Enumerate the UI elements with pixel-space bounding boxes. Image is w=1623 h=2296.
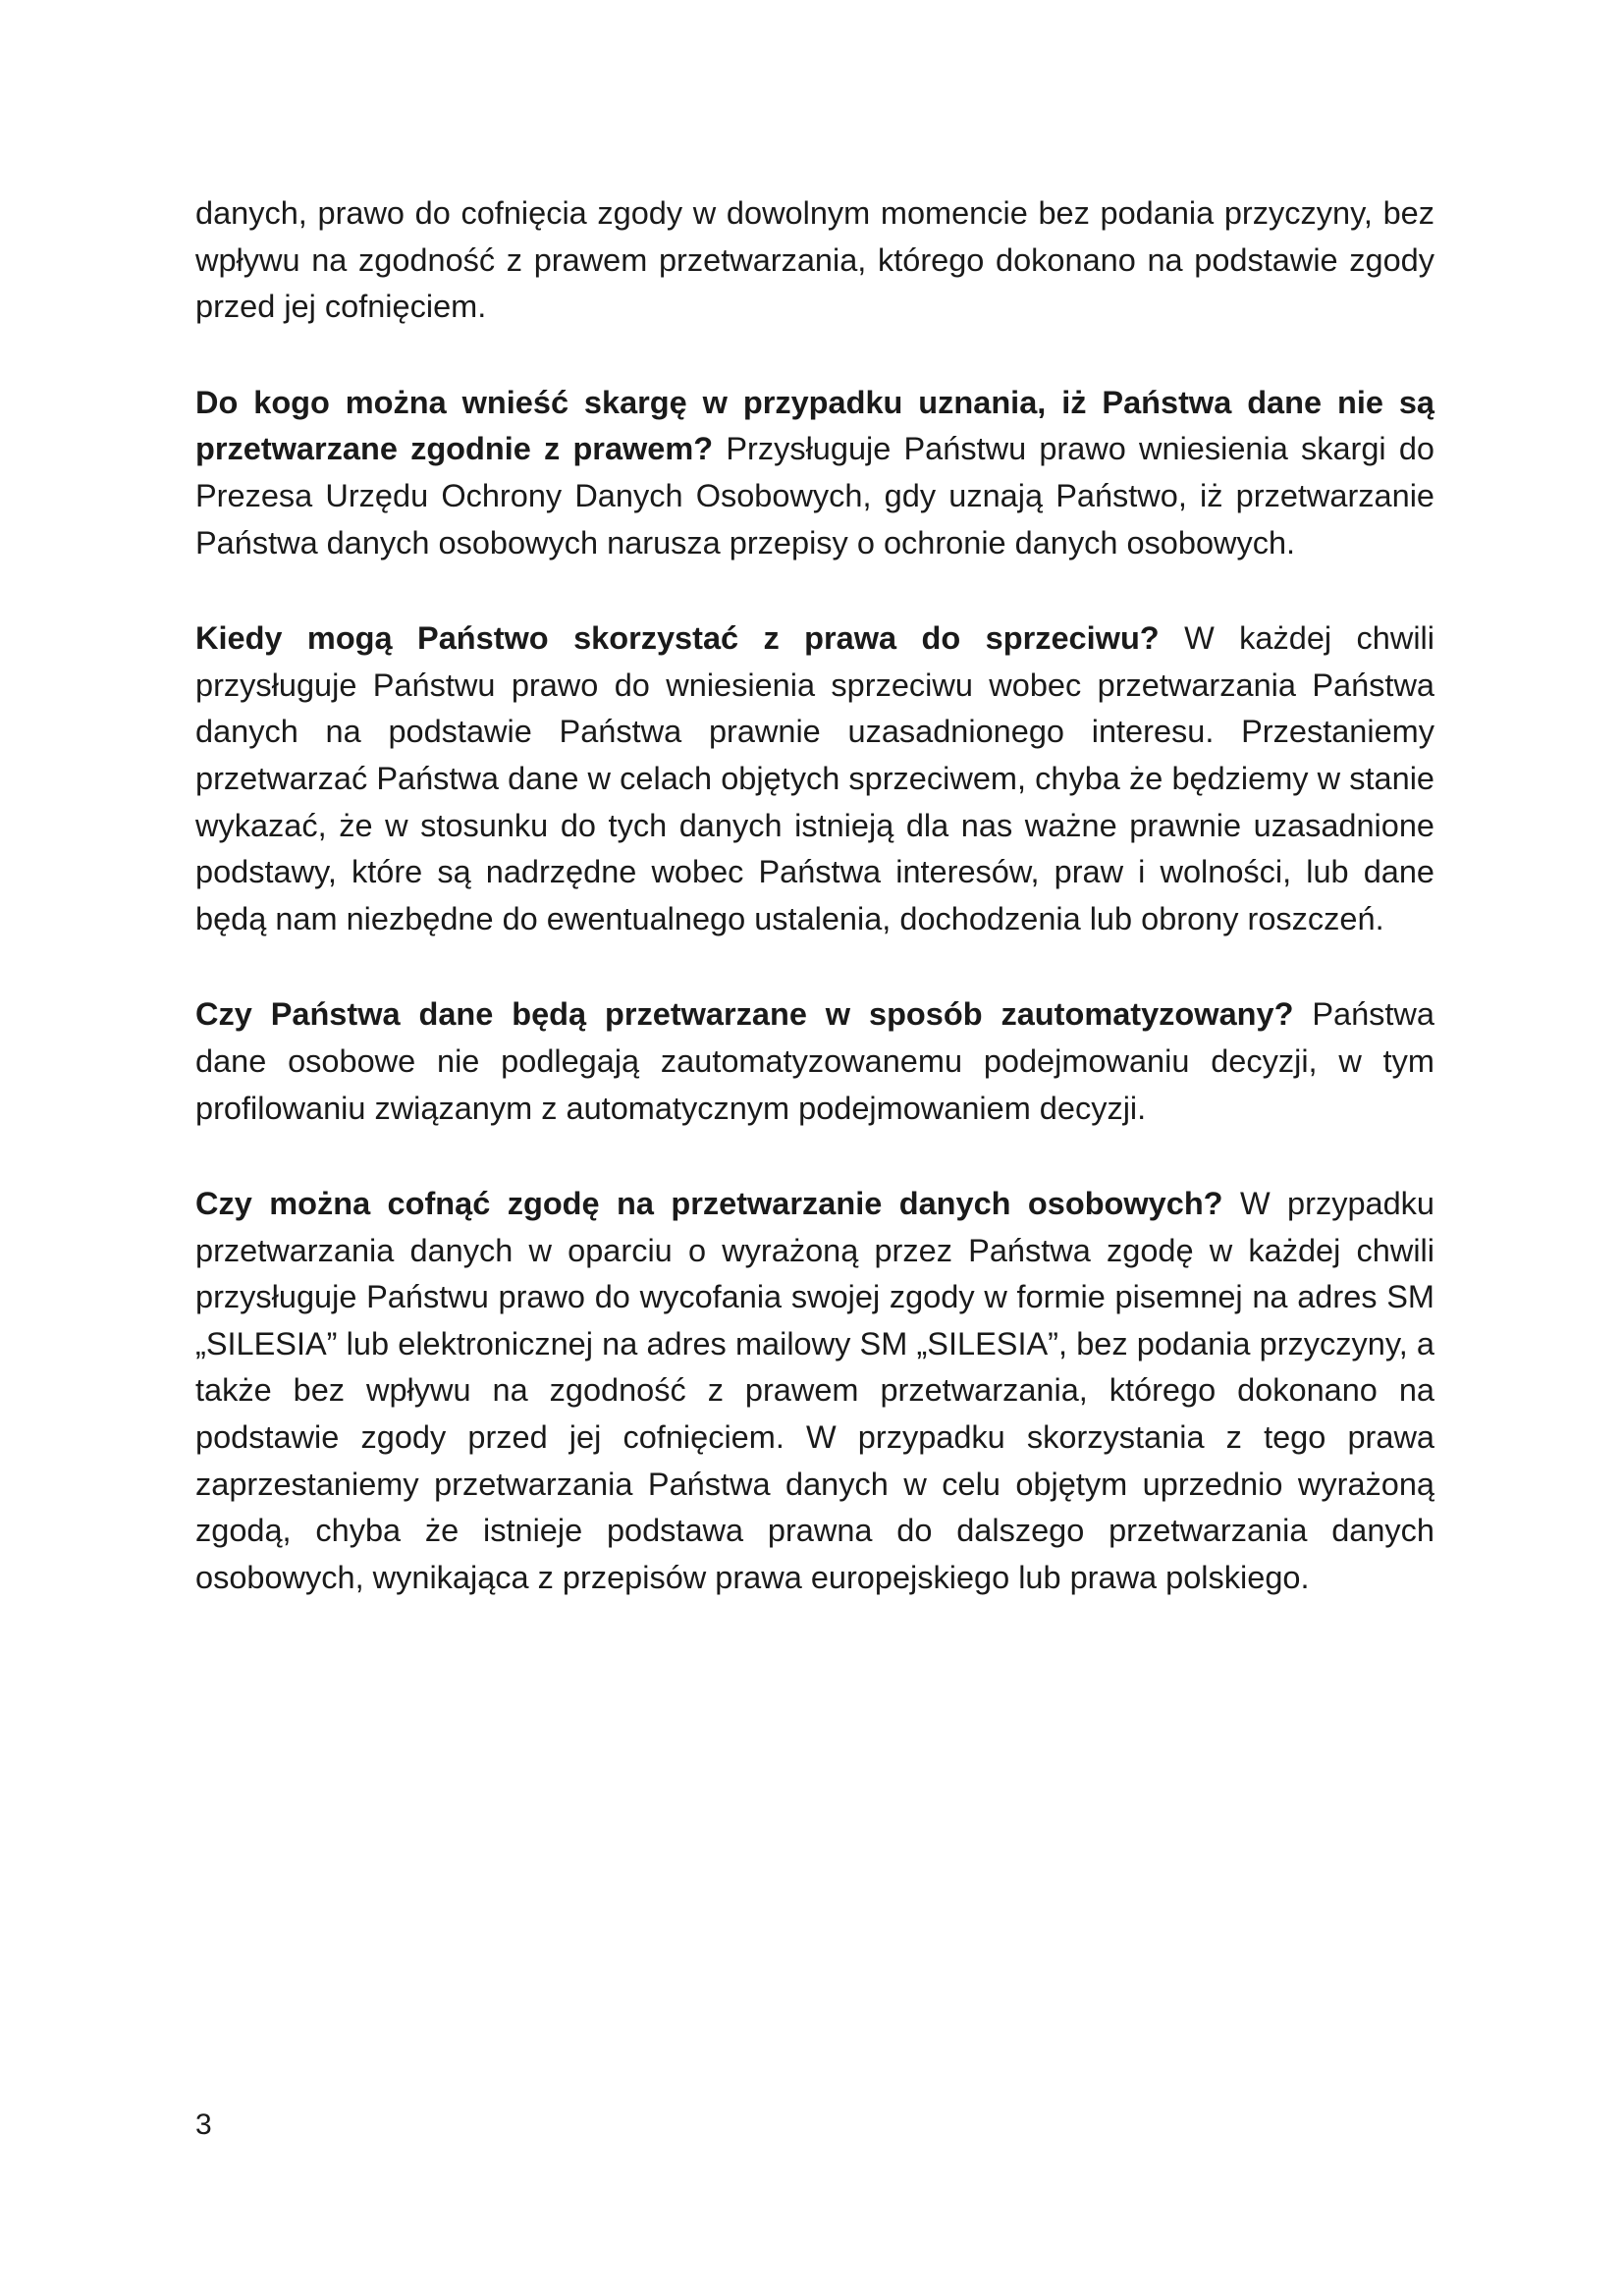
paragraph-consent-withdrawal <box>195 1181 1434 1601</box>
paragraph-withdrawal-continuation <box>195 190 1434 331</box>
paragraph-automated-processing <box>195 991 1434 1132</box>
paragraph-text: danych, prawo do cofnięcia zgody w dowolnym momencie bez podania przyczyny, bez wpływu na zgodność z prawem przetwarzania, którego dokonano na podstawie zgody przed jej cofnięciem. <box>195 195 1434 325</box>
paragraph-question: Do kogo można wnieść skargę w przypadku uznania, iż Państwa dane nie są przetwarzane zgodnie z prawem? <box>195 384 1434 467</box>
page-number: 3 <box>195 2109 212 2141</box>
paragraph-text: Przysługuje Państwu prawo wniesienia skargi do Prezesa Urzędu Ochrony Danych Osobowych, gdy uznają Państwo, iż przetwarzanie Państwa danych osobowych narusza przepisy o ochronie danych osobowych. <box>195 431 1434 561</box>
paragraph-objection <box>195 615 1434 942</box>
paragraph-question: Czy Państwa dane będą przetwarzane w sposób zautomatyzowany? <box>195 996 1294 1033</box>
paragraph-text: Państwa dane osobowe nie podlegają zautomatyzowanemu podejmowaniu decyzji, w tym profilowaniu związanym z automatycznym podejmowaniem decyzji. <box>195 996 1434 1126</box>
paragraph-text: W przypadku przetwarzania danych w oparciu o wyrażoną przez Państwa zgodę w każdej chwili przysługuje Państwu prawo do wycofania swojej zgody w formie pisemnej na adres SM „SILESIA” lub elektronicznej na adres mailowy SM „SILESIA”, bez podania przyczyny, a także bez wpływu na zgodność z prawem przetwarzania, którego dokonano na podstawie zgody przed jej cofnięciem. W przypadku skorzystania z tego prawa zaprzestaniemy przetwarzania Państwa danych w celu objętym uprzednio wyrażoną zgodą, chyba że istnieje podstawa prawna do dalszego przetwarzania danych osobowych, wynikająca z przepisów prawa europejskiego lub prawa polskiego. <box>195 1186 1435 1595</box>
paragraph-complaint <box>195 380 1434 566</box>
paragraph-question: Czy można cofnąć zgodę na przetwarzanie danych osobowych? <box>195 1186 1223 1222</box>
document-body <box>195 190 1434 1650</box>
paragraph-question: Kiedy mogą Państwo skorzystać z prawa do sprzeciwu? <box>195 620 1160 657</box>
paragraph-text: W każdej chwili przysługuje Państwu prawo do wniesienia sprzeciwu wobec przetwarzania Państwa danych na podstawie Państwa prawnie uzasadnionego interesu. Przestaniemy przetwarzać Państwa dane w celach objętych sprzeciwem, chyba że będziemy w stanie wykazać, że w stosunku do tych danych istnieją dla nas ważne prawnie uzasadnione podstawy, które są nadrzędne wobec Państwa interesów, praw i wolności, lub dane będą nam niezbędne do ewentualnego ustalenia, dochodzenia lub obrony roszczeń. <box>195 620 1434 936</box>
